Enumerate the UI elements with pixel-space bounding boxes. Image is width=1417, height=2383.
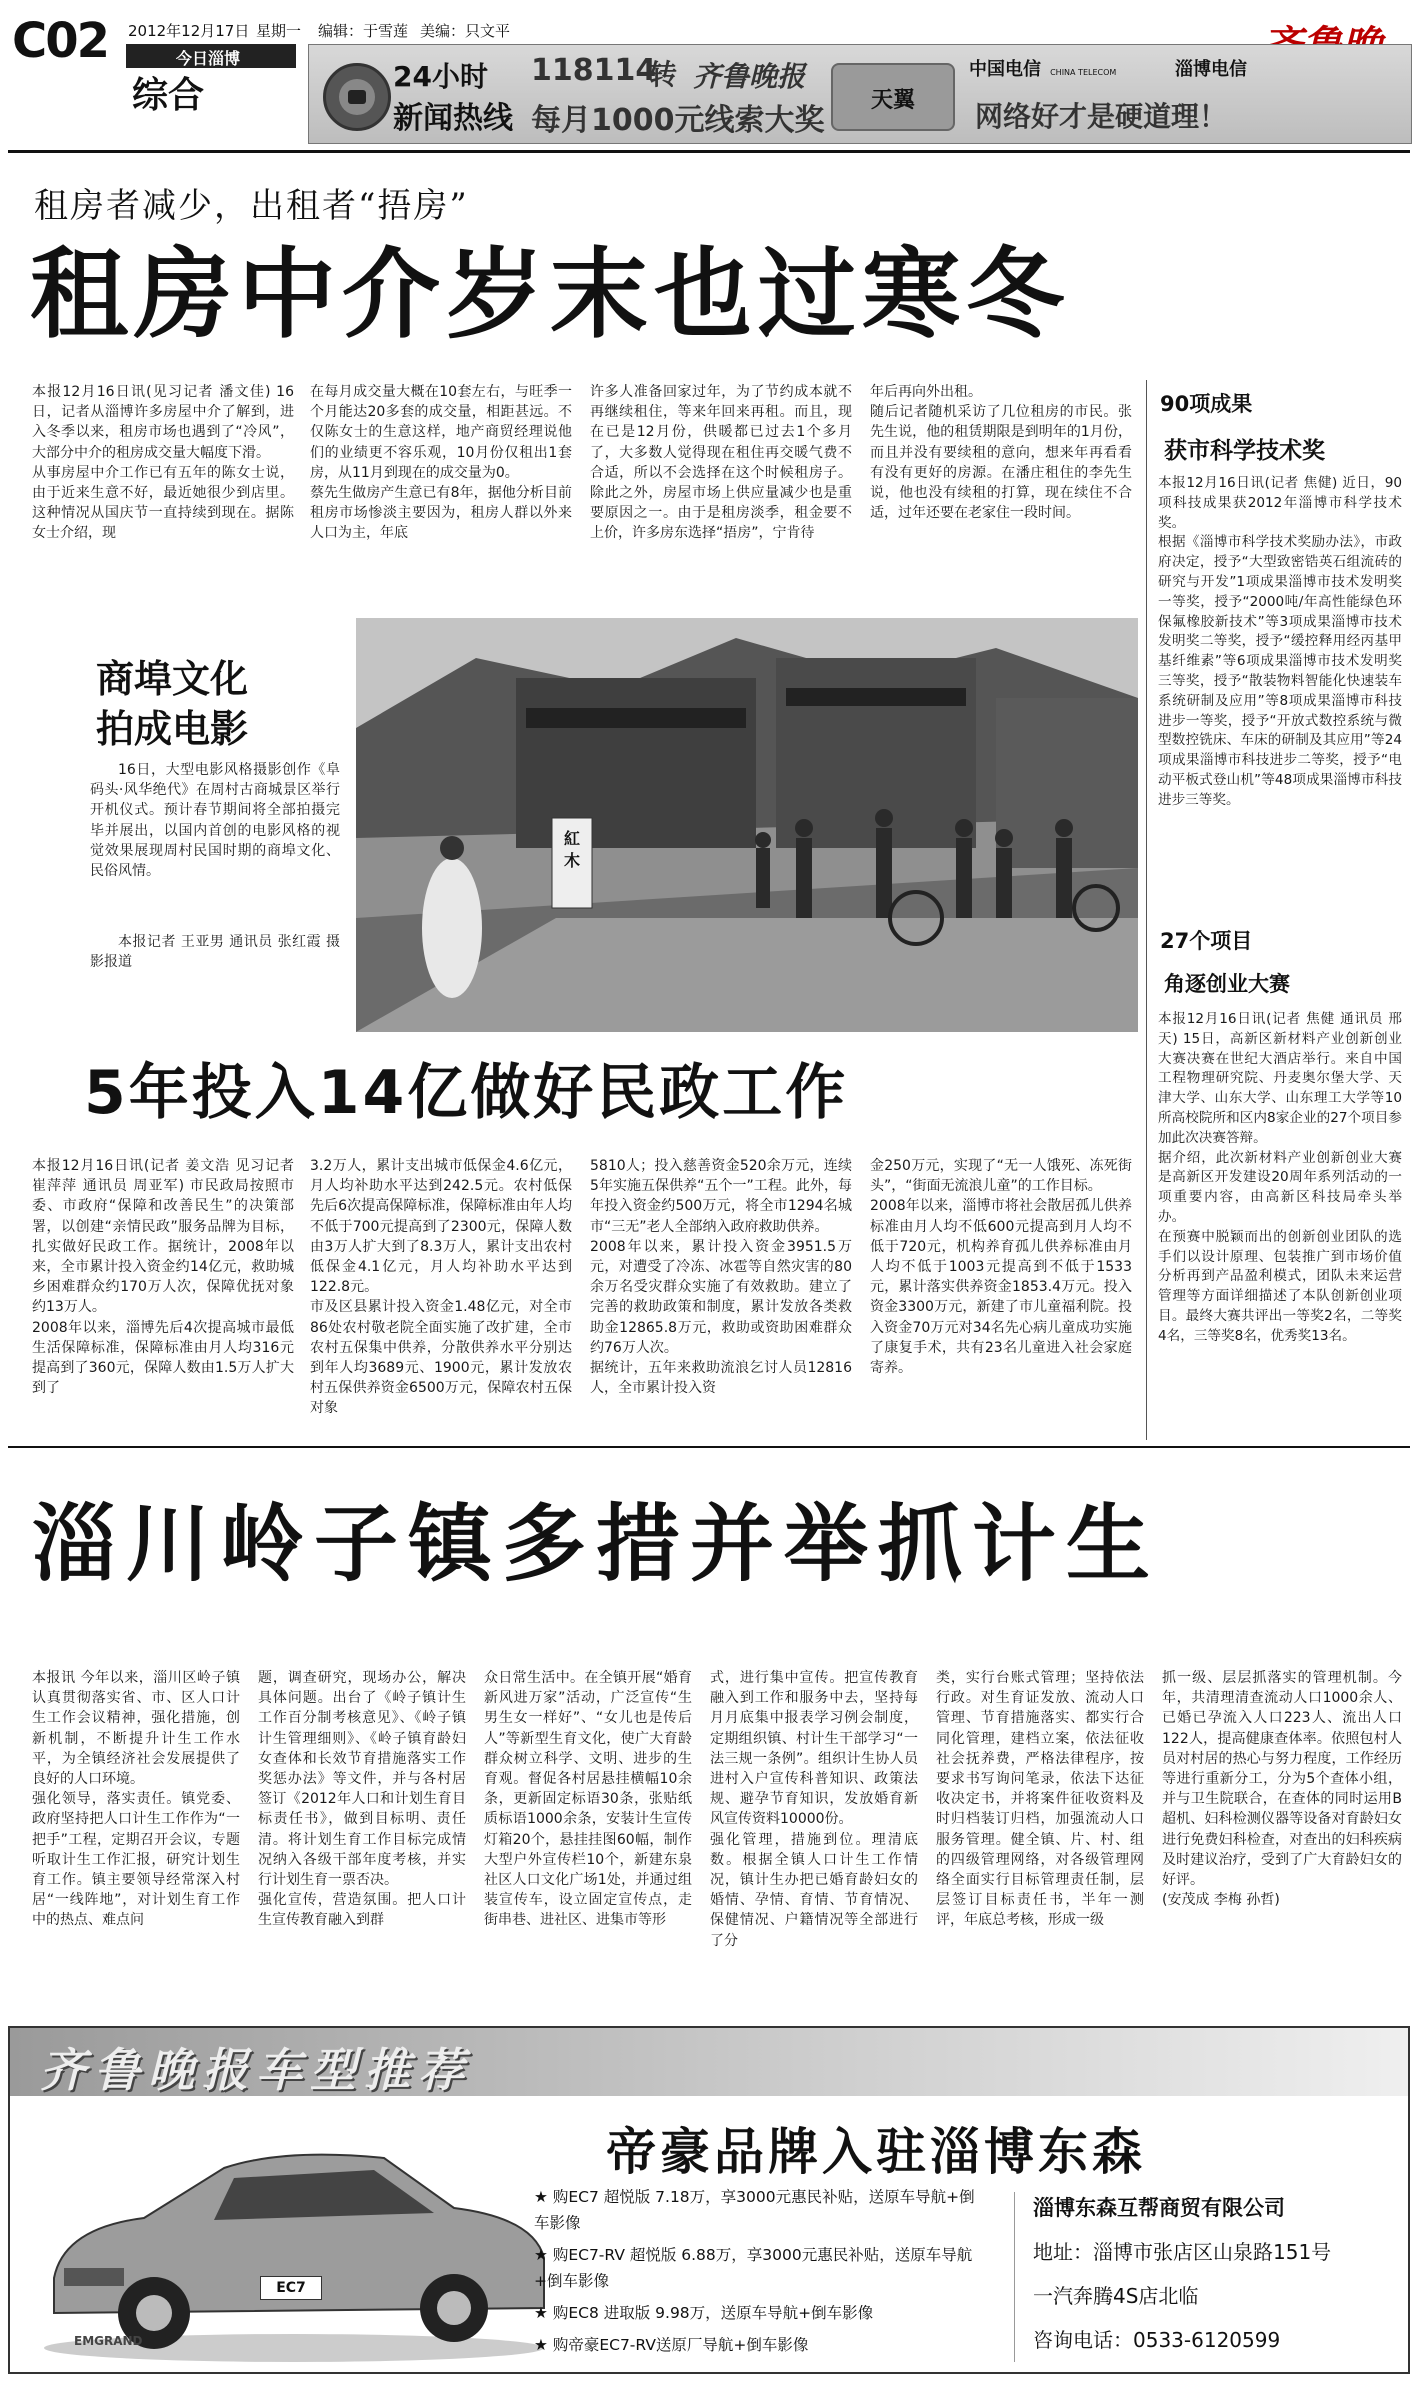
ad-offer: ★ 购EC7-RV 超悦版 6.88万，享3000元惠民补贴，送原车导航+倒车影像 <box>534 2246 973 2290</box>
photo-sign: 紅 木 <box>563 829 580 870</box>
photo-story-body: 16日，大型电影风格摄影创作《阜码头·风华绝代》在周村古商城景区举行开机仪式。预计春节期间将全部拍摄完毕并展出，以国内首创的电影风格的视觉效果展现周村民国时期的商埠文化、民俗风情。 <box>90 762 340 880</box>
sidebar-divider <box>1146 380 1147 1440</box>
ad-headline: 帝豪品牌入驻淄博东森 <box>606 2123 1146 2181</box>
story1-column-2: 在每月成交量大概在10套左右，与旺季一个月能达20多套的成交量，相距甚远。不仅陈女士的生意这样，地产商贸经理说他们的业绩更不容乐观，10月份仅租出1套房，从11月到现在的成交量为0。 蔡先生做房产生意已有8年，据他分析目前租房市场惨淡主要因为，租房人群以外来人口为主，年底 <box>310 384 572 542</box>
story1-column-4: 年后再向外出租。 随后记者随机采访了几位租房的市民。张先生说，他的租赁期限是到明年的1月份，而且并没有要续租的意向，想来年再看看有没有更好的房源。在潘庄租住的李先生说，他也没有续租的打算，现在续住不合适，过年还要在老家住一段时间。 <box>870 384 1132 522</box>
phone-icon <box>323 63 391 131</box>
story1-headline: 租房中介岁末也过寒冬 <box>30 238 1071 352</box>
ad-offer-list <box>534 2184 984 2358</box>
film-set-photo <box>356 618 1138 1032</box>
ad-offer: ★ 购帝豪EC7-RV送原厂导航+倒车影像 <box>534 2336 809 2354</box>
ad-banner <box>10 2028 1408 2096</box>
story3-column-2: 题，调查研究，现场办公，解决具体问题。出台了《岭子镇计生工作百分制考核意见》、《岭子镇计生管理细则》、《岭子镇育龄妇女查体和长效节育措施落实工作奖惩办法》等文件，并与各村居签订《2012年人口和计划生育目标责任书》，做到目标明、责任清。将计划生育工作目标完成情况纳入各级干部年度考核，并实行计划生育一票否决。 强化宣传，营造氛围。把人口计生宣传教育融入到群 <box>258 1670 466 1929</box>
header-rule <box>8 150 1410 153</box>
ad-offer: ★ 购EC7 超悦版 7.18万，享3000元惠民补贴，送原车导航+倒车影像 <box>534 2188 975 2232</box>
telecom-slogan: 网络好才是硬道理！ <box>975 100 1228 133</box>
sidebar1-title-2: 获市科学技术奖 <box>1164 438 1325 464</box>
story3-top-rule <box>8 1446 1410 1448</box>
telecom-name: 中国电信 <box>969 59 1041 80</box>
car-label: EMGRAND <box>74 2334 143 2348</box>
hotline-brand: 齐鲁晚报 <box>693 60 806 93</box>
telecom-en: CHINA TELECOM <box>1050 68 1117 77</box>
hotline-title: 24小时 <box>393 60 488 93</box>
tianyi-badge <box>831 63 955 131</box>
story3-column-4: 式，进行集中宣传。把宣传教育融入到工作和服务中去，坚持每月月底集中报表学习例会制度，定期组织镇、村计生干部学习“一法三规一条例”。组织计生协人员进村入户宣传科普知识、政策法规、避孕节育知识，发放婚育新风宣传资料10000份。 强化管理，措施到位。理清底数。根据全镇人口计生工作情况，镇计生办把已婚育龄妇女的婚情、孕情、育情、节育情况、保健情况、户籍情况等全部进行了分 <box>710 1670 918 1949</box>
story1-column-3: 许多人准备回家过年，为了节约成本就不再继续租住，等来年回来再租。而且，现在已是12月份，供暖都已过去1个多月了，大多数人觉得现在租住再交暖气费不合适，所以不会选择在这个时候租房子。除此之外，房屋市场上供应量减少也是重要原因之一。由于是租房淡季，租金要不上价，许多房东选择“捂房”，宁肯待 <box>590 384 852 542</box>
tianyi-text: 天翼 <box>871 88 916 113</box>
hotline-prize: 每月1000元线索大奖 <box>531 103 825 138</box>
sidebar1-body: 本报12月16日讯(记者 焦健) 近日，90项科技成果获2012年淄博市科学技术奖。 根据《淄博市科学技术奖励办法》，市政府决定，授予“大型致密锆英石组流砖的研究与开发”1项成果淄博市技术发明奖一等奖，授予“2000吨/年高性能绿色环保氟橡胶新技术”等3项成果淄博市技术发明奖二等奖，授予“缓控释用经丙基甲基纤维素”等6项成果淄博市技术发明奖三等奖，授予“散装物料智能化快速装车系统研制及应用”等8项成果淄博市科技进步一等奖，授予“开放式数控系统与微型数控铣床、车床的研制及其应用”等24项成果淄博市科技进步二等奖，授予“电动平板式登山机”等48项成果淄博市科技进步三等奖。 <box>1158 475 1402 808</box>
photo-story-credit: 本报记者 王亚男 通讯员 张红霞 摄影报道 <box>90 934 340 971</box>
car-ad <box>8 2026 1410 2374</box>
dealer-phone: 咨询电话：0533-6120599 <box>1033 2328 1281 2352</box>
car-plate: EC7 <box>260 2276 322 2300</box>
header-weekday: 星期一 <box>256 22 302 40</box>
section-tag-text: 今日淄博 <box>176 49 241 68</box>
sidebar2-title-2: 角逐创业大赛 <box>1164 972 1290 996</box>
story2-column-2: 3.2万人，累计支出城市低保金4.6亿元，月人均补助水平达到242.5元。农村低保先后6次提高保障标准，保障标准由年人均不低于700元提高到了2300元，保障人数由3万人扩大到了8.3万人，累计支出农村低保金4.1亿元，月人均补助水平达到122.8元。 市及区县累计投入资金1.48亿元，对全市86处农村敬老院全面实施了改扩建，全市农村五保集中供养，分散供养水平分别达到年人均3689元、1900元，累计发放农村五保供养资金6500万元，保障农村五保对象 <box>310 1158 572 1417</box>
dealer-info <box>1014 2192 1395 2362</box>
dealer-address: 地址：淄博市张店区山泉路151号 <box>1033 2240 1332 2264</box>
photo-story-headline-2: 拍成电影 <box>96 707 249 751</box>
photo-story-headline-1: 商埠文化 <box>96 657 249 701</box>
page-code: C02 <box>12 13 109 69</box>
story3-column-6: 抓一级、层层抓落实的管理机制。今年，共清理清查流动人口1000余人、已婚已孕流入人口223人、流出人口122人，提高健康查体率。依照包村人员对村居的热心与努力程度，工作经历等进行重新分工，分为5个查体小组，并与卫生院联合，在查体的同时运用B超机、妇科检测仪器等设备对育龄妇女进行免费妇科检查，对查出的妇科疾病及时建议治疗，受到了广大育龄妇女的好评。 (安茂成 李梅 孙哲) <box>1162 1670 1402 1909</box>
story3-column-1: 本报讯 今年以来，淄川区岭子镇认真贯彻落实省、市、区人口计生工作会议精神，强化措施，创新机制，不断提升计生工作水平，为全镇经济社会发展提供了良好的人口环境。 强化领导，落实责任。镇党委、政府坚持把人口计生工作作为“一把手”工程，定期召开会议，专题听取计生工作汇报，研究计划生育工作。镇主要领导经常深入村居“一线阵地”，对计划生育工作中的热点、难点问 <box>32 1670 240 1929</box>
story3-column-3: 众日常生活中。在全镇开展“婚育新风进万家”活动，广泛宣传“生男生女一样好”、“女儿也是传后人”等新型生育文化，使广大育龄群众树立科学、文明、进步的生育观。督促各村居悬挂横幅10余条，更新固定标语30条，张贴纸质标语1000余条，安装计生宣传灯箱20个，悬挂挂图60幅，制作大型户外宣传栏10个，新建东泉社区人口文化广场1处，并通过组装宣传车，设立固定宣传点，走街串巷、进社区、进集市等形 <box>484 1670 692 1929</box>
hotline-number-suffix: 转 <box>649 58 678 91</box>
story2-column-3: 5810人；投入慈善资金520余万元，连续5年实施五保供养“五个一”工程。此外，每年投入资金约500万元，将全市1294名城市“三无”老人全部纳入政府救助供养。 2008年以来，累计投入资金3951.5万元，对遭受了冷冻、冰雹等自然灾害的80余万名受灾群众实施了有效救助。建立了完善的救助政策和制度，累计发放各类救助金12865.8万元，救助或资助困难群众约76万人次。 据统计，五年来救助流浪乞讨人员12816人，全市累计投入资 <box>590 1158 852 1397</box>
section-tag <box>126 44 296 68</box>
story3-column-5: 类，实行台账式管理；坚持依法行政。对生育证发放、流动人口管理、节育措施落实、都实行合同化管理，建档立案，依法征收社会抚养费，严格法律程序，按要求书写询问笔录，依法下达征收决定书，并将案件征收资料及时归档装订归档，加强流动人口服务管理。健全镇、片、村、组的四级管理网络，对各级管理网络全面实行目标管理责任制，层层签订目标责任书，半年一测评，年底总考核，形成一级 <box>936 1670 1144 1929</box>
car-image <box>24 2108 564 2368</box>
dealer-company: 淄博东森互帮商贸有限公司 <box>1033 2196 1285 2220</box>
hotline-number: 118114 <box>531 53 657 88</box>
telecom-logo <box>969 55 1169 85</box>
story3-headline: 淄川岭子镇多措并举抓计生 <box>32 1495 1161 1593</box>
story1-column-1: 本报12月16日讯(见习记者 潘文佳) 16日，记者从淄博许多房屋中介了解到，进入冬季以来，租房市场也遇到了“冷风”，大部分中介的租房成交量大幅度下滑。 从事房屋中介工作已有五年的陈女士说，由于近来生意不好，最近她很少到店里。这种情况从国庆节一直持续到现在。据陈女士介绍，现 <box>32 384 294 542</box>
section-title: 综合 <box>132 75 205 116</box>
zibo-telecom: 淄博电信 <box>1175 59 1247 80</box>
header-date: 2012年12月17日 <box>128 22 250 40</box>
story2-column-4: 金250万元，实现了“无一人饿死、冻死街头”，“街面无流浪儿童”的工作目标。 2008年以来，淄博市将社会散居孤儿供养标准由月人均不低600元提高到月人均不低于720元，机构养育孤儿供养标准由月人均不低于1003元提高到不低于1533元，累计落实供养资金1853.4万元。投入资金3300万元，新建了市儿童福利院。投入资金70万元对34名先心病儿童成功实施了康复手术，共有23名儿童进入社会家庭寄养。 <box>870 1158 1132 1377</box>
sidebar2-body: 本报12月16日讯(记者 焦健 通讯员 邢天) 15日，高新区新材料产业创新创业大赛决赛在世纪大酒店举行。来自中国工程物理研究院、丹麦奥尔堡大学、天津大学、山东大学、山东理工大学等10所高校院所和区内8家企业的27个项目参加此次决赛答辩。 据介绍，此次新材料产业创新创业大赛是高新区开发建设20周年系列活动的一项重要内容，由高新区科技局牵头举办。 在预赛中脱颖而出的创新创业团队的选手们以设计原理、包装推广到市场价值分析再到产品盈利模式，团队未来运营管理等方面详细描述了本队创新创业项目。最终大赛共评出一等奖2名，二等奖4名，三等奖8名，优秀奖13名。 <box>1158 1011 1402 1344</box>
dealer-neighbor: 一汽奔腾4S店北临 <box>1033 2284 1199 2308</box>
story1-kicker: 租房者减少，出租者“捂房” <box>34 186 469 226</box>
ad-banner-text: 齐鲁晚报车型推荐 <box>40 2043 472 2097</box>
header-editor: 编辑：于雪莲 <box>318 22 409 40</box>
ad-offer: ★ 购EC8 进取版 9.98万，送原车导航+倒车影像 <box>534 2304 874 2322</box>
page-header <box>0 0 1417 150</box>
story2-headline: 5年投入14亿做好民政工作 <box>84 1058 849 1128</box>
sidebar2-title-1: 27个项目 <box>1160 929 1253 953</box>
story2-column-1: 本报12月16日讯(记者 姜文浩 见习记者 崔萍萍 通讯员 周亚军) 市民政局按照市委、市政府“保障和改善民生”的决策部署，以创建“亲情民政”服务品牌为目标，扎实做好民政工作。据统计，2008年以来，全市累计投入资金约14亿元，救助城乡困难群众约170万人次，保障优抚对象约13万人。 2008年以来，淄博先后4次提高城市最低生活保障标准，保障标准由月人均316元提高到了360元，保障人数由1.5万人扩大到了 <box>32 1158 294 1397</box>
sidebar1-title-1: 90项成果 <box>1160 392 1253 416</box>
hotline-subtitle: 新闻热线 <box>393 101 513 136</box>
header-designer: 美编：只文平 <box>420 22 511 40</box>
hotline-banner <box>308 44 1412 144</box>
